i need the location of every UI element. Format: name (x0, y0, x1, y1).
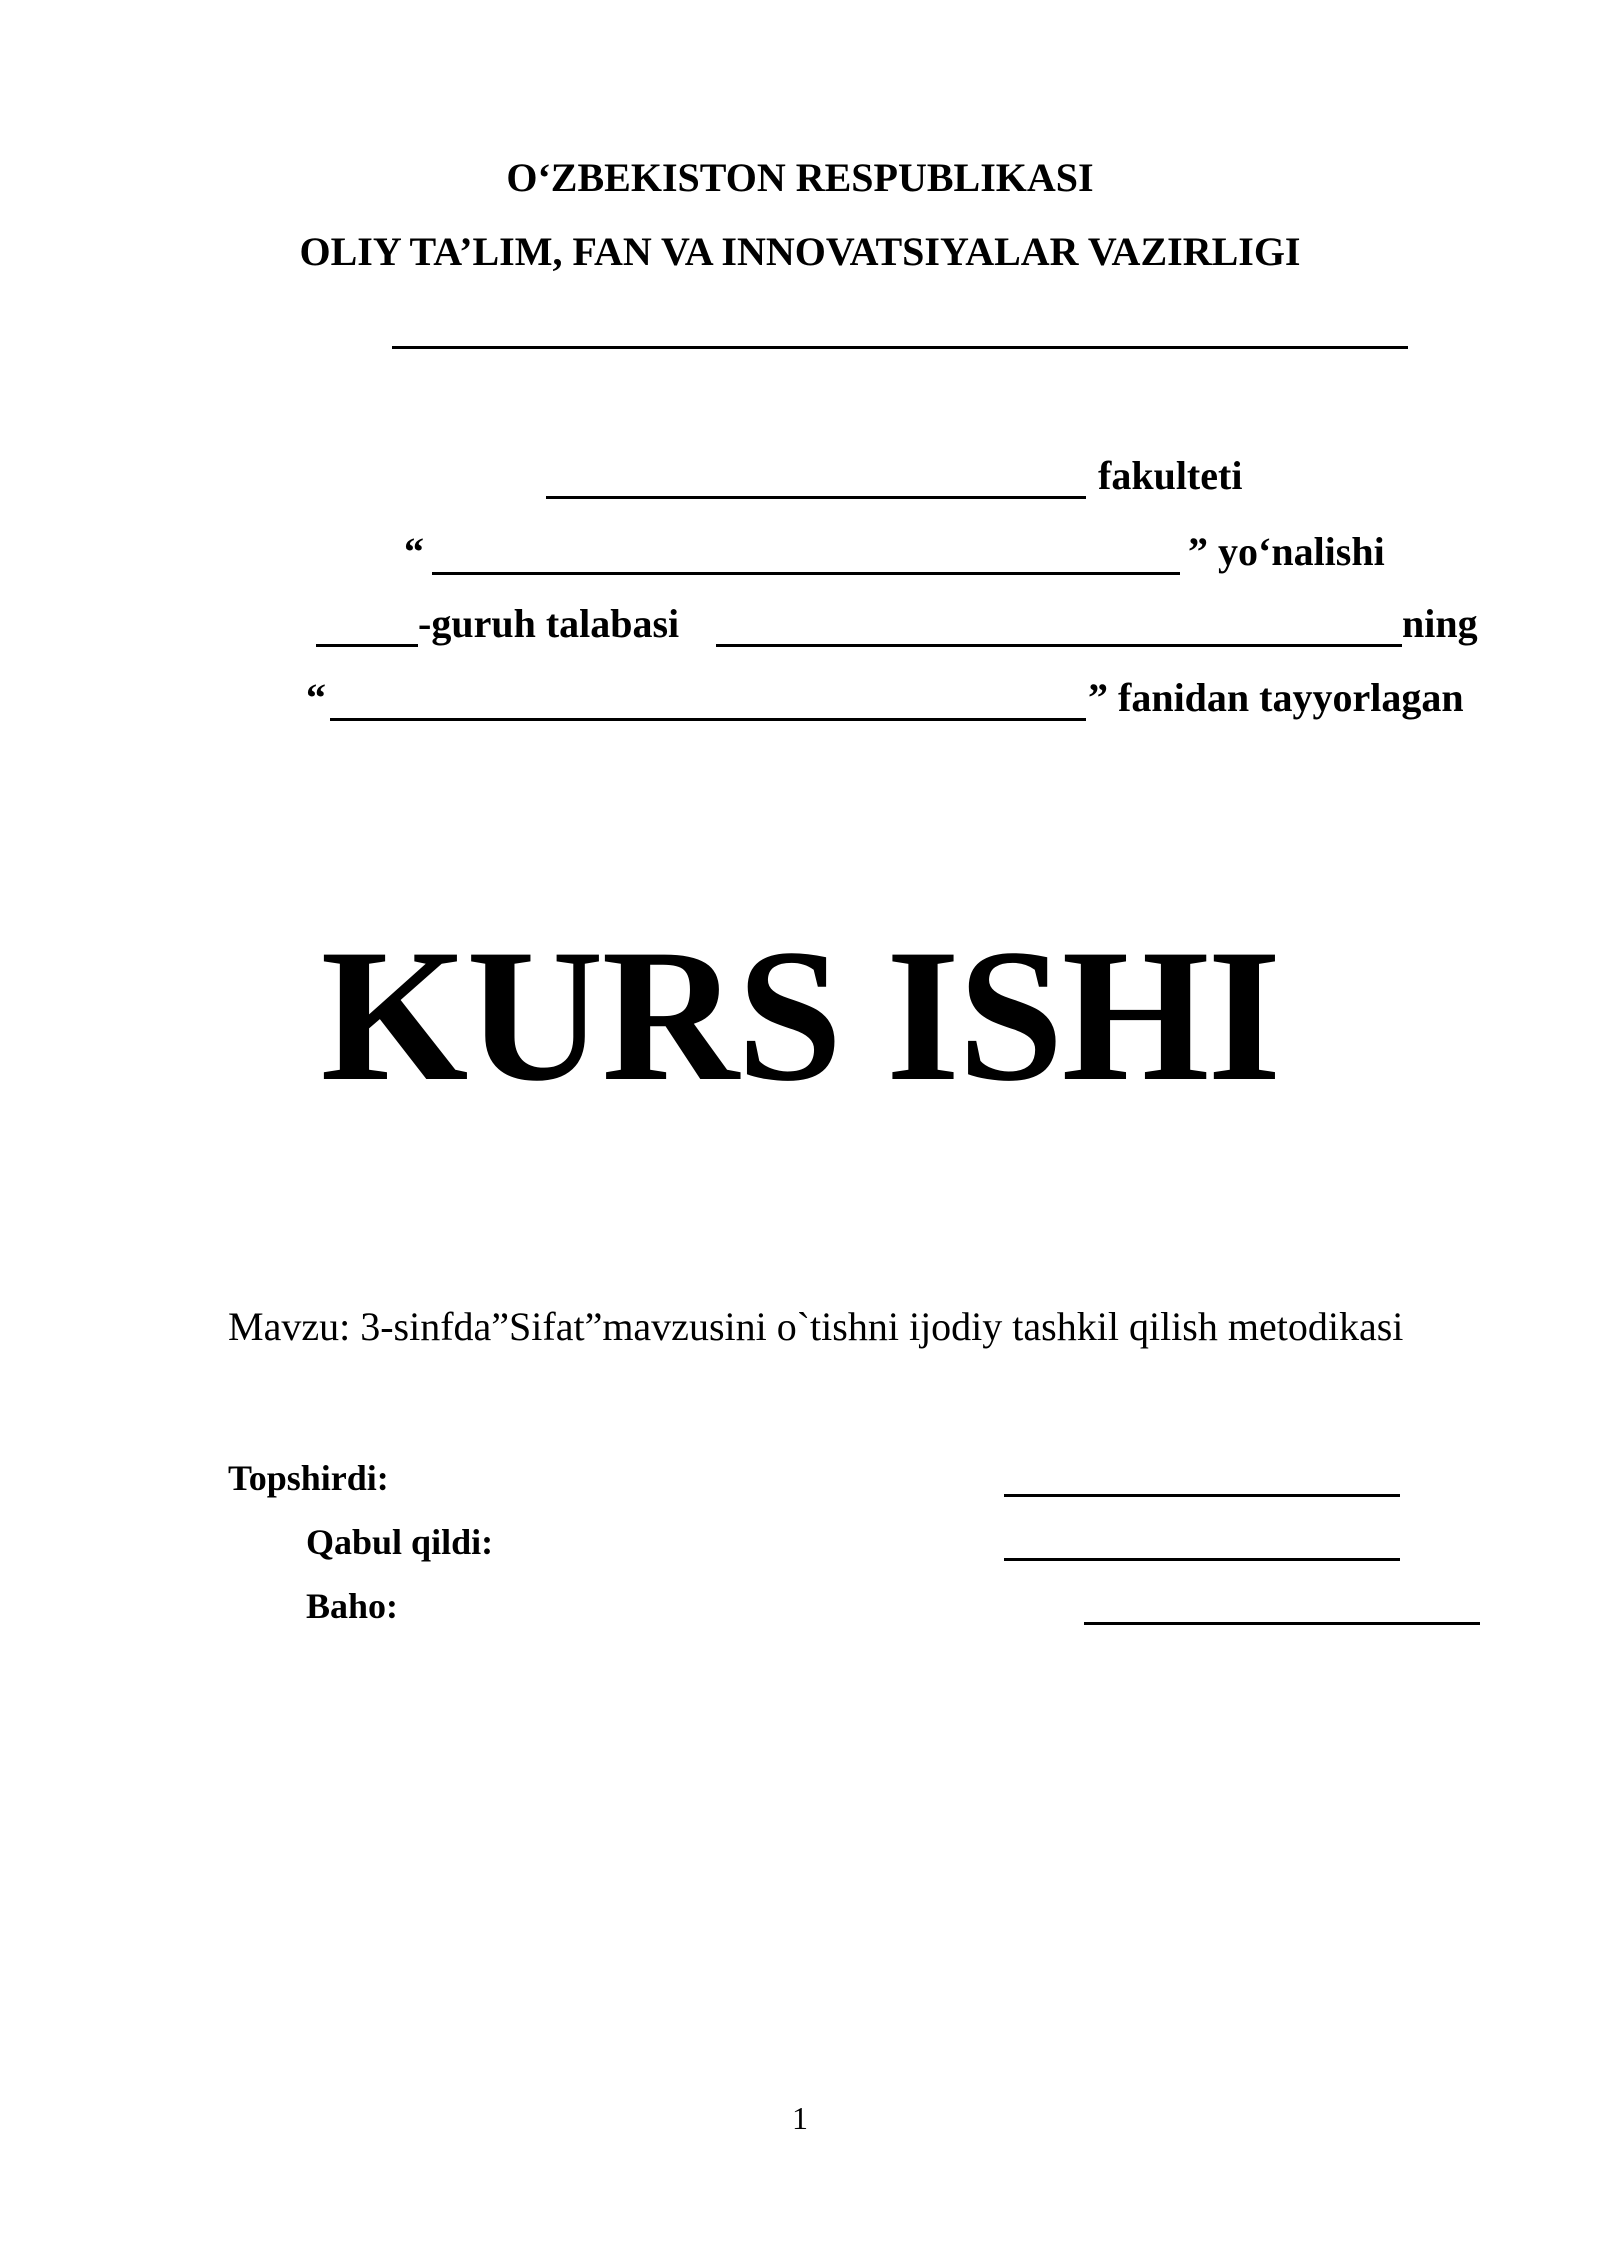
subject-open-quote: “ (306, 675, 326, 720)
group-label: -guruh talabasi (418, 601, 680, 646)
direction-label: ” yo‘nalishi (1188, 529, 1385, 574)
subject-blank-line (330, 718, 1086, 721)
student-blank-line (716, 644, 1402, 647)
header-ministry: OLIY TA’LIM, FAN VA INNOVATSIYALAR VAZIRLIGI (299, 229, 1301, 274)
accepted-blank-line (1004, 1558, 1400, 1561)
direction-blank-line (432, 572, 1180, 575)
submitted-blank-line (1004, 1494, 1400, 1497)
page-number: 1 (792, 2100, 808, 2136)
grade-label: Baho: (306, 1586, 399, 1626)
institution-blank-line (392, 346, 1408, 349)
header-country: O‘ZBEKISTON RESPUBLIKASI (506, 155, 1094, 200)
direction-open-quote: “ (404, 529, 424, 574)
submitted-label: Topshirdi: (228, 1458, 389, 1498)
subject-label: ” fanidan tayyorlagan (1088, 675, 1464, 720)
grade-blank-line (1084, 1622, 1480, 1625)
faculty-label: fakulteti (1098, 453, 1243, 498)
topic-text: Mavzu: 3-sinfda”Sifat”mavzusini o`tishni ijodiy tashkil qilish metodikasi (228, 1304, 1404, 1349)
student-suffix: ning (1402, 601, 1478, 646)
faculty-blank-line (546, 496, 1086, 499)
accepted-label: Qabul qildi: (306, 1522, 494, 1562)
group-blank-line (316, 644, 418, 647)
document-title: KURS ISHI (320, 911, 1280, 1121)
